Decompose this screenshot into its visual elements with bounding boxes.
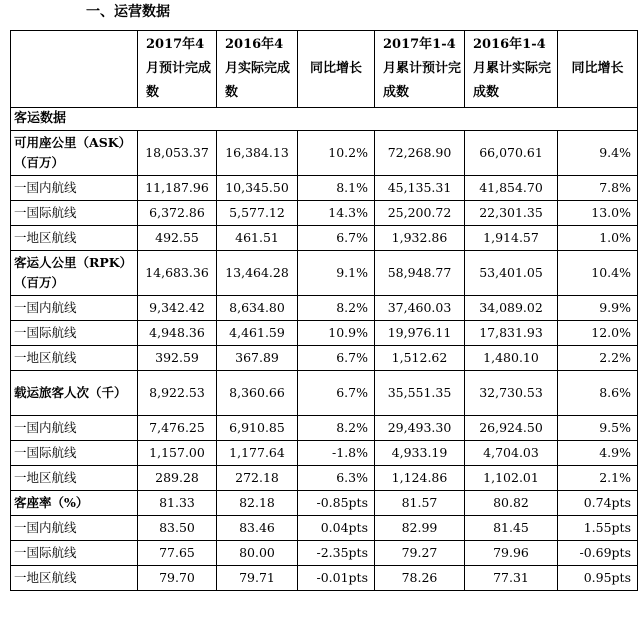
data-cell: 10,345.50 <box>217 176 298 201</box>
data-cell: 6,910.85 <box>217 416 298 441</box>
table-row <box>11 466 638 491</box>
group-title-row <box>11 108 638 131</box>
data-cell: 81.57 <box>375 491 465 516</box>
data-cell: 1,480.10 <box>465 346 558 371</box>
section-title: 一、运营数据 <box>86 4 170 20</box>
row-label: 一地区航线 <box>11 466 138 491</box>
table-row <box>11 201 638 226</box>
data-cell: 81.45 <box>465 516 558 541</box>
data-cell: 1,512.62 <box>375 346 465 371</box>
data-cell: 1,177.64 <box>217 441 298 466</box>
data-cell: 8.6% <box>558 371 638 416</box>
row-label: 一地区航线 <box>11 566 138 591</box>
row-label: 一国际航线 <box>11 441 138 466</box>
data-cell: 0.74pts <box>558 491 638 516</box>
row-label: 一地区航线 <box>11 226 138 251</box>
row-label: 一国际航线 <box>11 321 138 346</box>
data-cell: 9.1% <box>298 251 375 296</box>
row-label: 客运人公里（RPK）（百万） <box>11 251 138 296</box>
data-cell: 19,976.11 <box>375 321 465 346</box>
data-cell: 10.4% <box>558 251 638 296</box>
row-label: 载运旅客人次（千） <box>11 371 138 416</box>
data-cell: 289.28 <box>138 466 217 491</box>
row-label: 客座率（%） <box>11 491 138 516</box>
data-cell: 78.26 <box>375 566 465 591</box>
data-cell: 461.51 <box>217 226 298 251</box>
data-cell: -1.8% <box>298 441 375 466</box>
header-cell-yoy-ytd: 同比增长 <box>558 31 638 108</box>
table-row <box>11 226 638 251</box>
data-cell: 41,854.70 <box>465 176 558 201</box>
row-label: 一国际航线 <box>11 541 138 566</box>
data-cell: 4.9% <box>558 441 638 466</box>
data-cell: 83.50 <box>138 516 217 541</box>
data-cell: 72,268.90 <box>375 131 465 176</box>
data-cell: -0.69pts <box>558 541 638 566</box>
table-row <box>11 176 638 201</box>
data-cell: 2.2% <box>558 346 638 371</box>
header-cell-2016-apr: 2016年4月实际完成数 <box>217 31 298 108</box>
table-row <box>11 541 638 566</box>
table-row <box>11 251 638 296</box>
data-cell: 4,461.59 <box>217 321 298 346</box>
data-cell: -2.35pts <box>298 541 375 566</box>
data-cell: 58,948.77 <box>375 251 465 296</box>
table-row <box>11 346 638 371</box>
data-cell: 29,493.30 <box>375 416 465 441</box>
data-cell: 4,704.03 <box>465 441 558 466</box>
data-cell: 8.2% <box>298 416 375 441</box>
data-cell: 1,932.86 <box>375 226 465 251</box>
data-cell: 45,135.31 <box>375 176 465 201</box>
data-cell: 18,053.37 <box>138 131 217 176</box>
data-cell: 25,200.72 <box>375 201 465 226</box>
header-row <box>11 31 638 108</box>
data-cell: 8,360.66 <box>217 371 298 416</box>
data-cell: 26,924.50 <box>465 416 558 441</box>
data-cell: 0.04pts <box>298 516 375 541</box>
data-cell: 7.8% <box>558 176 638 201</box>
data-cell: 0.95pts <box>558 566 638 591</box>
table-row <box>11 296 638 321</box>
data-cell: 9.5% <box>558 416 638 441</box>
data-cell: 9.4% <box>558 131 638 176</box>
data-cell: 10.2% <box>298 131 375 176</box>
table-row <box>11 441 638 466</box>
data-cell: 37,460.03 <box>375 296 465 321</box>
data-cell: 367.89 <box>217 346 298 371</box>
table-row <box>11 491 638 516</box>
data-cell: -0.01pts <box>298 566 375 591</box>
data-cell: 80.82 <box>465 491 558 516</box>
data-cell: 392.59 <box>138 346 217 371</box>
data-cell: 1.55pts <box>558 516 638 541</box>
row-label: 一地区航线 <box>11 346 138 371</box>
row-label: 一国内航线 <box>11 416 138 441</box>
data-cell: 10.9% <box>298 321 375 346</box>
row-label: 一国际航线 <box>11 201 138 226</box>
table-row <box>11 131 638 176</box>
data-cell: 82.18 <box>217 491 298 516</box>
data-cell: 13,464.28 <box>217 251 298 296</box>
data-cell: 12.0% <box>558 321 638 346</box>
data-cell: -0.85pts <box>298 491 375 516</box>
data-cell: 1,914.57 <box>465 226 558 251</box>
data-cell: 6.3% <box>298 466 375 491</box>
row-label: 一国内航线 <box>11 176 138 201</box>
data-cell: 5,577.12 <box>217 201 298 226</box>
data-cell: 9,342.42 <box>138 296 217 321</box>
data-cell: 34,089.02 <box>465 296 558 321</box>
data-cell: 77.31 <box>465 566 558 591</box>
data-cell: 35,551.35 <box>375 371 465 416</box>
group-title: 客运数据 <box>11 108 638 131</box>
data-cell: 14.3% <box>298 201 375 226</box>
data-cell: 79.71 <box>217 566 298 591</box>
data-cell: 83.46 <box>217 516 298 541</box>
data-cell: 11,187.96 <box>138 176 217 201</box>
header-cell-empty <box>11 31 138 108</box>
data-cell: 16,384.13 <box>217 131 298 176</box>
data-cell: 79.96 <box>465 541 558 566</box>
data-cell: 6.7% <box>298 371 375 416</box>
data-cell: 4,948.36 <box>138 321 217 346</box>
data-cell: 80.00 <box>217 541 298 566</box>
table-row <box>11 566 638 591</box>
data-cell: 77.65 <box>138 541 217 566</box>
data-cell: 1,157.00 <box>138 441 217 466</box>
data-cell: 492.55 <box>138 226 217 251</box>
data-cell: 8,922.53 <box>138 371 217 416</box>
data-cell: 81.33 <box>138 491 217 516</box>
data-cell: 6,372.86 <box>138 201 217 226</box>
data-cell: 32,730.53 <box>465 371 558 416</box>
header-cell-2017-ytd: 2017年1-4月累计预计完成数 <box>375 31 465 108</box>
data-cell: 82.99 <box>375 516 465 541</box>
data-cell: 2.1% <box>558 466 638 491</box>
data-cell: 6.7% <box>298 226 375 251</box>
data-cell: 17,831.93 <box>465 321 558 346</box>
header-cell-2017-apr: 2017年4月预计完成数 <box>138 31 217 108</box>
table-row <box>11 371 638 416</box>
data-cell: 8.2% <box>298 296 375 321</box>
header-cell-2016-ytd: 2016年1-4月累计实际完成数 <box>465 31 558 108</box>
header-cell-yoy: 同比增长 <box>298 31 375 108</box>
data-cell: 6.7% <box>298 346 375 371</box>
data-cell: 22,301.35 <box>465 201 558 226</box>
data-cell: 8.1% <box>298 176 375 201</box>
data-cell: 1,124.86 <box>375 466 465 491</box>
data-cell: 4,933.19 <box>375 441 465 466</box>
operating-data-table <box>10 30 638 591</box>
data-cell: 13.0% <box>558 201 638 226</box>
data-cell: 1,102.01 <box>465 466 558 491</box>
data-cell: 9.9% <box>558 296 638 321</box>
row-label: 一国内航线 <box>11 516 138 541</box>
row-label: 可用座公里（ASK）（百万） <box>11 131 138 176</box>
data-cell: 66,070.61 <box>465 131 558 176</box>
row-label: 一国内航线 <box>11 296 138 321</box>
data-cell: 8,634.80 <box>217 296 298 321</box>
data-cell: 7,476.25 <box>138 416 217 441</box>
data-cell: 14,683.36 <box>138 251 217 296</box>
data-cell: 79.70 <box>138 566 217 591</box>
data-cell: 53,401.05 <box>465 251 558 296</box>
data-cell: 272.18 <box>217 466 298 491</box>
table-row <box>11 321 638 346</box>
table-row <box>11 416 638 441</box>
data-cell: 79.27 <box>375 541 465 566</box>
table-row <box>11 516 638 541</box>
data-cell: 1.0% <box>558 226 638 251</box>
